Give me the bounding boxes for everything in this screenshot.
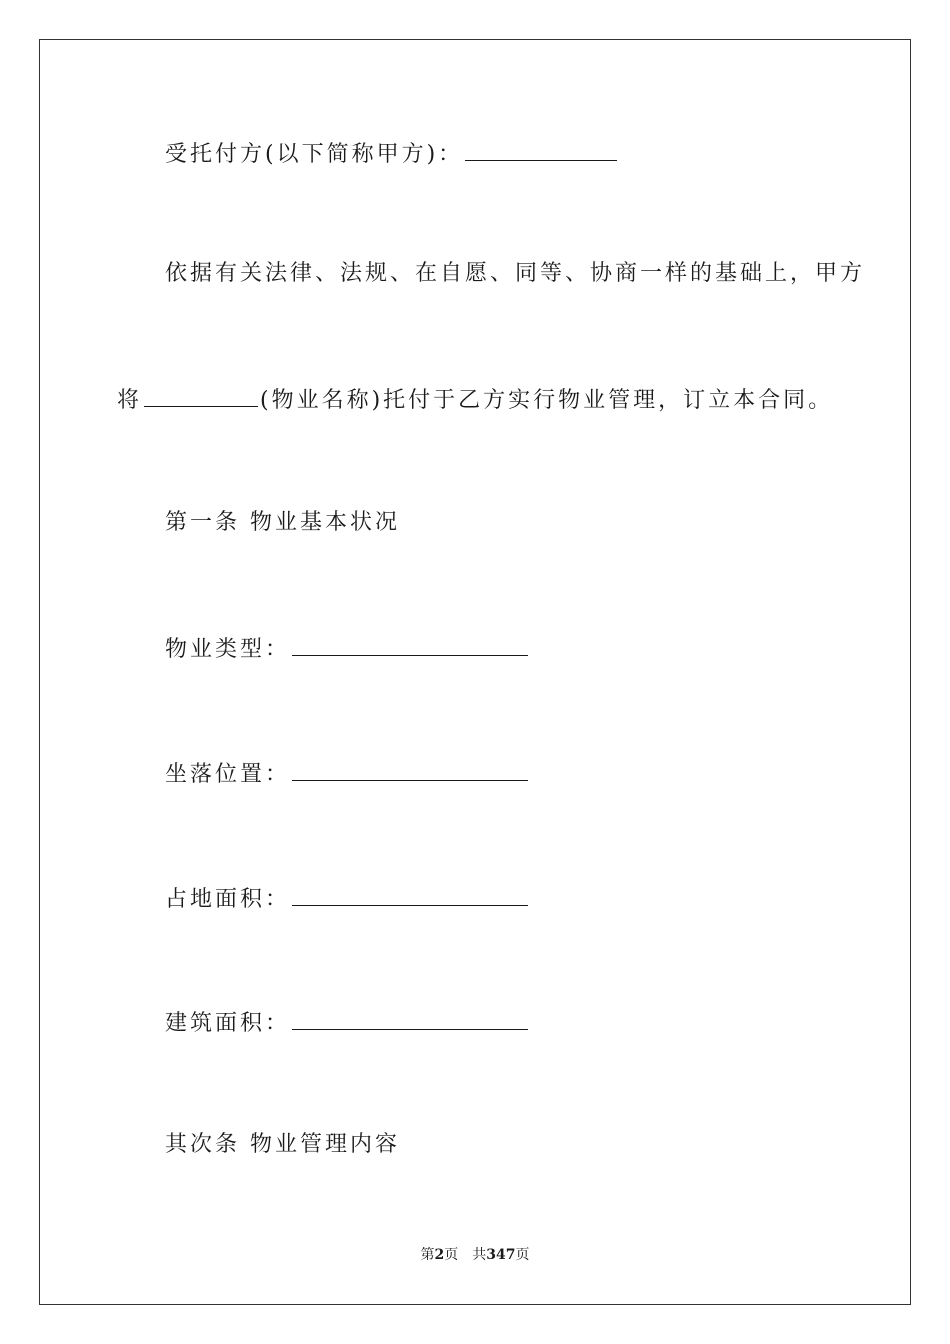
article-1-text: 第一条 物业基本状况 [165, 510, 400, 535]
land-area-label: 占地面积： [165, 887, 291, 912]
page-footer [0, 1245, 950, 1265]
article-1-heading [165, 508, 400, 538]
party-a-label: 受托付方(以下简称甲方)： [165, 142, 464, 167]
building-area-line [165, 1007, 530, 1039]
location-blank[interactable] [292, 758, 528, 781]
total-suffix: 页 [515, 1247, 530, 1263]
article-2-text: 其次条 物业管理内容 [165, 1132, 400, 1157]
total-prefix: 共 [472, 1247, 487, 1263]
location-line [165, 758, 530, 790]
total-pages: 347 [486, 1247, 516, 1263]
article-2-heading [165, 1130, 400, 1160]
property-type-blank[interactable] [292, 633, 528, 656]
page-prefix: 第 [420, 1247, 435, 1263]
land-area-line [165, 883, 530, 915]
party-a-line [165, 138, 619, 170]
page-suffix: 页 [444, 1247, 459, 1263]
property-name-blank[interactable] [144, 384, 258, 407]
location-label: 坐落位置： [165, 762, 291, 787]
property-type-line [165, 633, 530, 665]
building-area-blank[interactable] [292, 1007, 528, 1030]
property-type-label: 物业类型： [165, 637, 291, 662]
building-area-label: 建筑面积： [165, 1011, 291, 1036]
basis-suffix: (物业名称)托付于乙方实行物业管理，订立本合同。 [260, 388, 834, 413]
page-number: 2 [434, 1247, 445, 1263]
page-border [39, 39, 911, 1305]
basis-line-1 [165, 259, 865, 289]
basis-text-1: 依据有关法律、法规、在自愿、同等、协商一样的基础上，甲方 [165, 261, 866, 286]
basis-line-2 [117, 384, 833, 416]
basis-prefix: 将 [117, 388, 143, 413]
land-area-blank[interactable] [292, 883, 528, 906]
party-a-blank[interactable] [465, 138, 617, 161]
